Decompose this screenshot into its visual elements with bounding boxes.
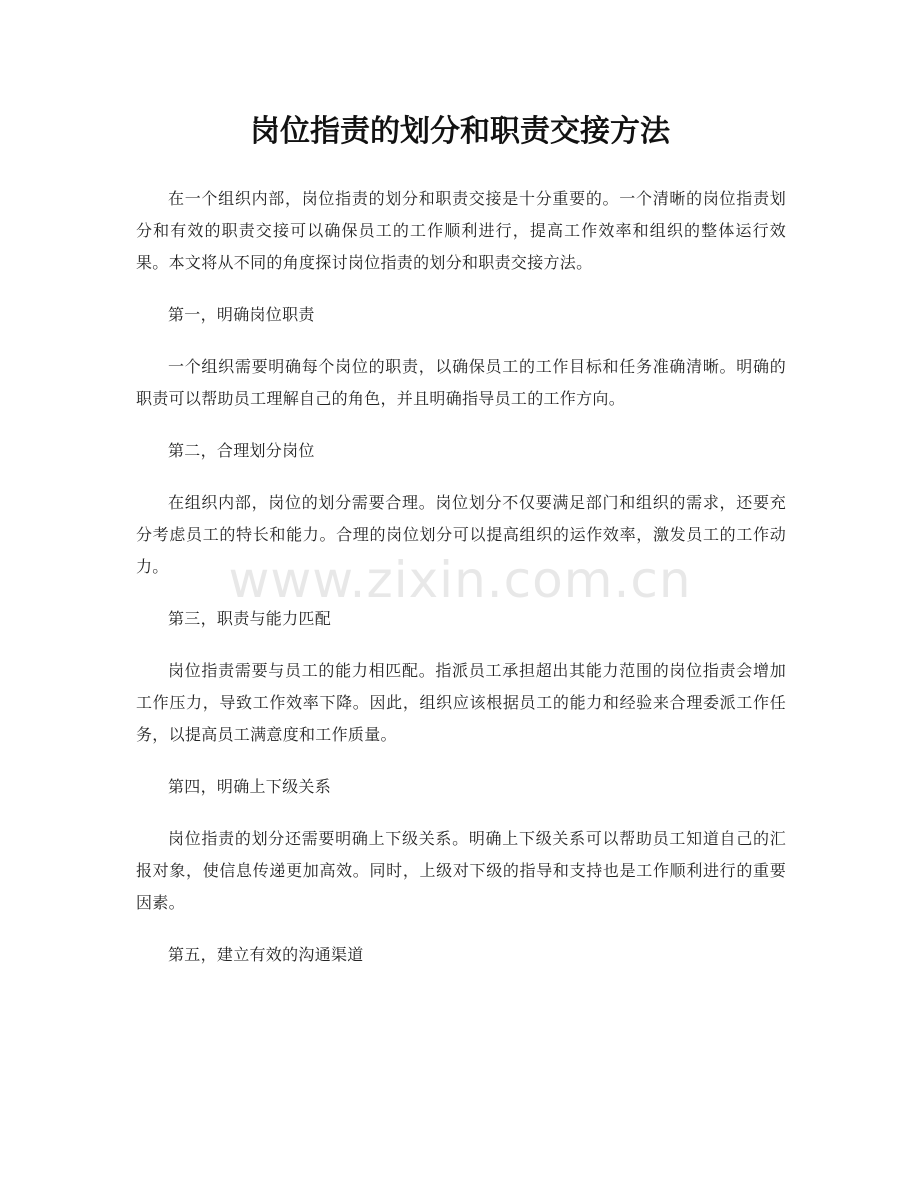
document-body (136, 183, 786, 991)
section-paragraph-2: 在组织内部，岗位的划分需要合理。岗位划分不仅要满足部门和组织的需求，还要充分考虑员工的特长和能力。合理的岗位划分可以提高组织的运作效率，激发员工的工作动力。 (136, 493, 786, 576)
section-heading-2: 第二，合理划分岗位 (168, 441, 315, 460)
page-title: 岗位指责的划分和职责交接方法 (250, 114, 670, 149)
section-paragraph-4: 岗位指责的划分还需要明确上下级关系。明确上下级关系可以帮助员工知道自己的汇报对象，使信息传递更加高效。同时，上级对下级的指导和支持也是工作顺利进行的重要因素。 (136, 829, 786, 912)
section-heading-5: 第五，建立有效的沟通渠道 (168, 945, 364, 964)
section-heading-4: 第四，明确上下级关系 (168, 777, 332, 796)
section-paragraph-3: 岗位指责需要与员工的能力相匹配。指派员工承担超出其能力范围的岗位指责会增加工作压力，导致工作效率下降。因此，组织应该根据员工的能力和经验来合理委派工作任务，以提高员工满意度和工作质量。 (136, 661, 786, 744)
watermark: www.zixin.com.cn (228, 551, 692, 609)
section-heading-3: 第三，职责与能力匹配 (168, 609, 332, 628)
section-heading-1: 第一，明确岗位职责 (168, 305, 315, 324)
intro-paragraph: 在一个组织内部，岗位指责的划分和职责交接是十分重要的。一个清晰的岗位指责划分和有效的职责交接可以确保员工的工作顺利进行，提高工作效率和组织的整体运行效果。本文将从不同的角度探讨岗位指责的划分和职责交接方法。 (136, 189, 786, 272)
section-paragraph-1: 一个组织需要明确每个岗位的职责，以确保员工的工作目标和任务准确清晰。明确的职责可以帮助员工理解自己的角色，并且明确指导员工的工作方向。 (136, 357, 786, 408)
